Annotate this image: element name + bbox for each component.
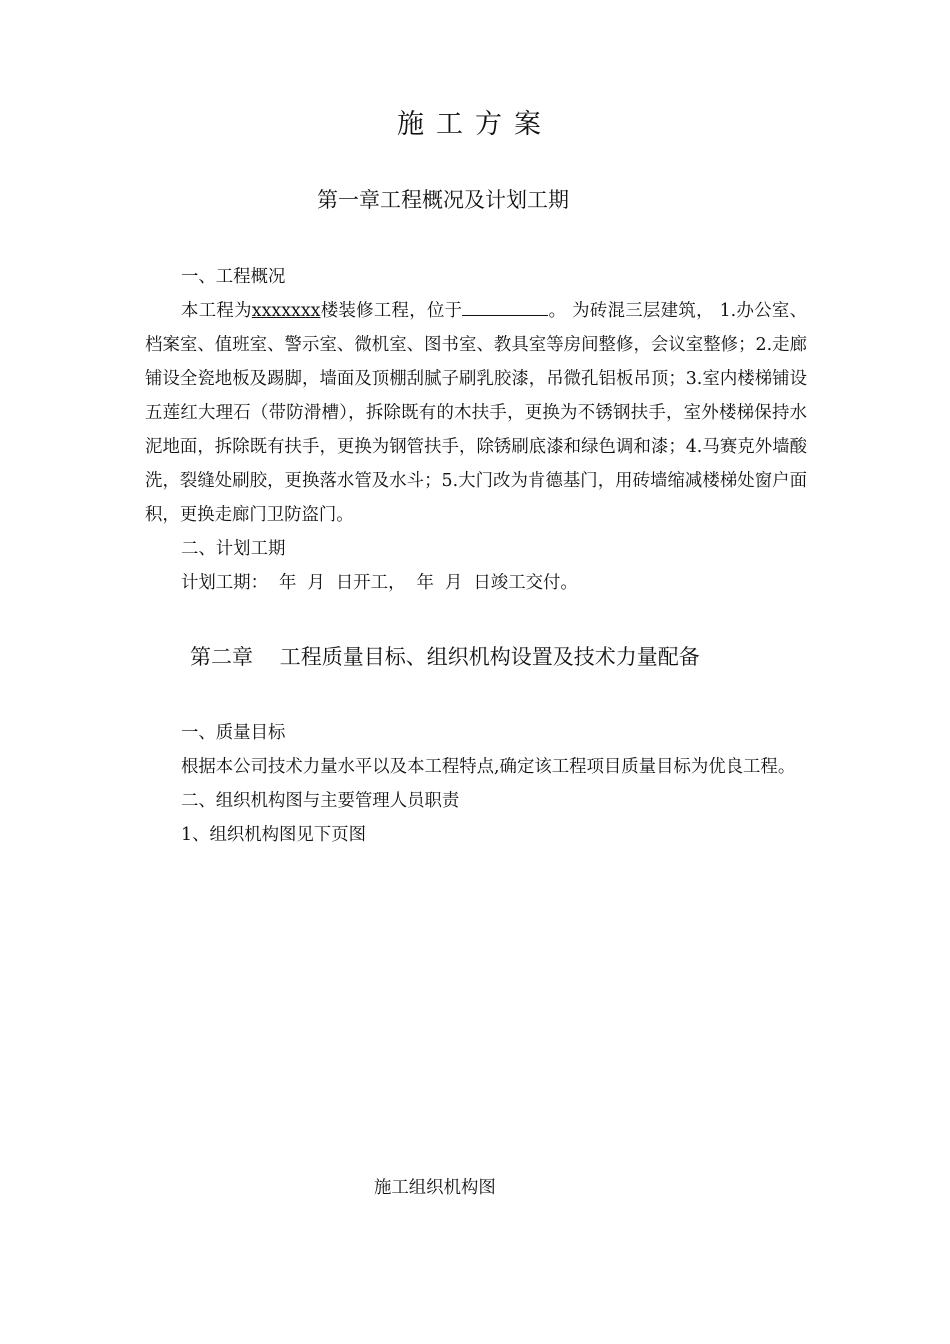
overview-details: 。 为砖混三层建筑， 1.办公室、档案室、值班室、警示室、微机室、图书室、教具室等房间整修，会议室整修；2.走廊铺设全瓷地板及踢脚，墙面及顶棚刮腻子刷乳胶漆，吊微孔铝板吊顶；3.室内楼梯铺设五莲红大理石（带防滑槽），拆除既有的木扶手，更换为不锈钢扶手，室外楼梯保持水泥地面，拆除既有扶手，更换为钢管扶手，除锈刷底漆和绿色调和漆；4.马赛克外墙酸洗，裂缝处刷胶，更换落水管及水斗；5.大门改为肯德基门，用砖墙缩减楼梯处窗户面积，更换走廊门卫防盗门。: [145, 301, 807, 525]
project-name: xxxxxxx: [251, 301, 321, 321]
chapter-1-body: [145, 260, 807, 600]
overview-prefix: 本工程为: [181, 301, 252, 321]
overview-location-label: 楼装修工程，位于: [320, 301, 463, 321]
organization-chart-note: 1、组织机构图见下页图: [181, 825, 366, 845]
section-heading-schedule: 二、计划工期: [181, 539, 286, 559]
organization-chart-caption: 施工组织机构图: [374, 1178, 496, 1198]
schedule-text: 计划工期： 年 月 日开工， 年 月 日竣工交付。: [181, 573, 578, 593]
chapter-1-heading: 第一章工程概况及计划工期: [317, 188, 569, 212]
overview-paragraph: [145, 294, 807, 532]
section-heading-organization: 二、组织机构图与主要管理人员职责: [181, 791, 460, 811]
section-heading-overview: 一、工程概况: [181, 267, 286, 287]
chapter-2-heading: 第二章 工程质量目标、组织机构设置及技术力量配备: [190, 645, 700, 669]
document-title: 施工方案: [397, 109, 553, 140]
chapter-2-body: [145, 716, 807, 852]
quality-paragraph: 根据本公司技术力量水平以及本工程特点,确定该工程项目质量目标为优良工程。: [181, 757, 796, 777]
location-blank: [462, 295, 548, 316]
section-heading-quality: 一、质量目标: [181, 723, 286, 743]
